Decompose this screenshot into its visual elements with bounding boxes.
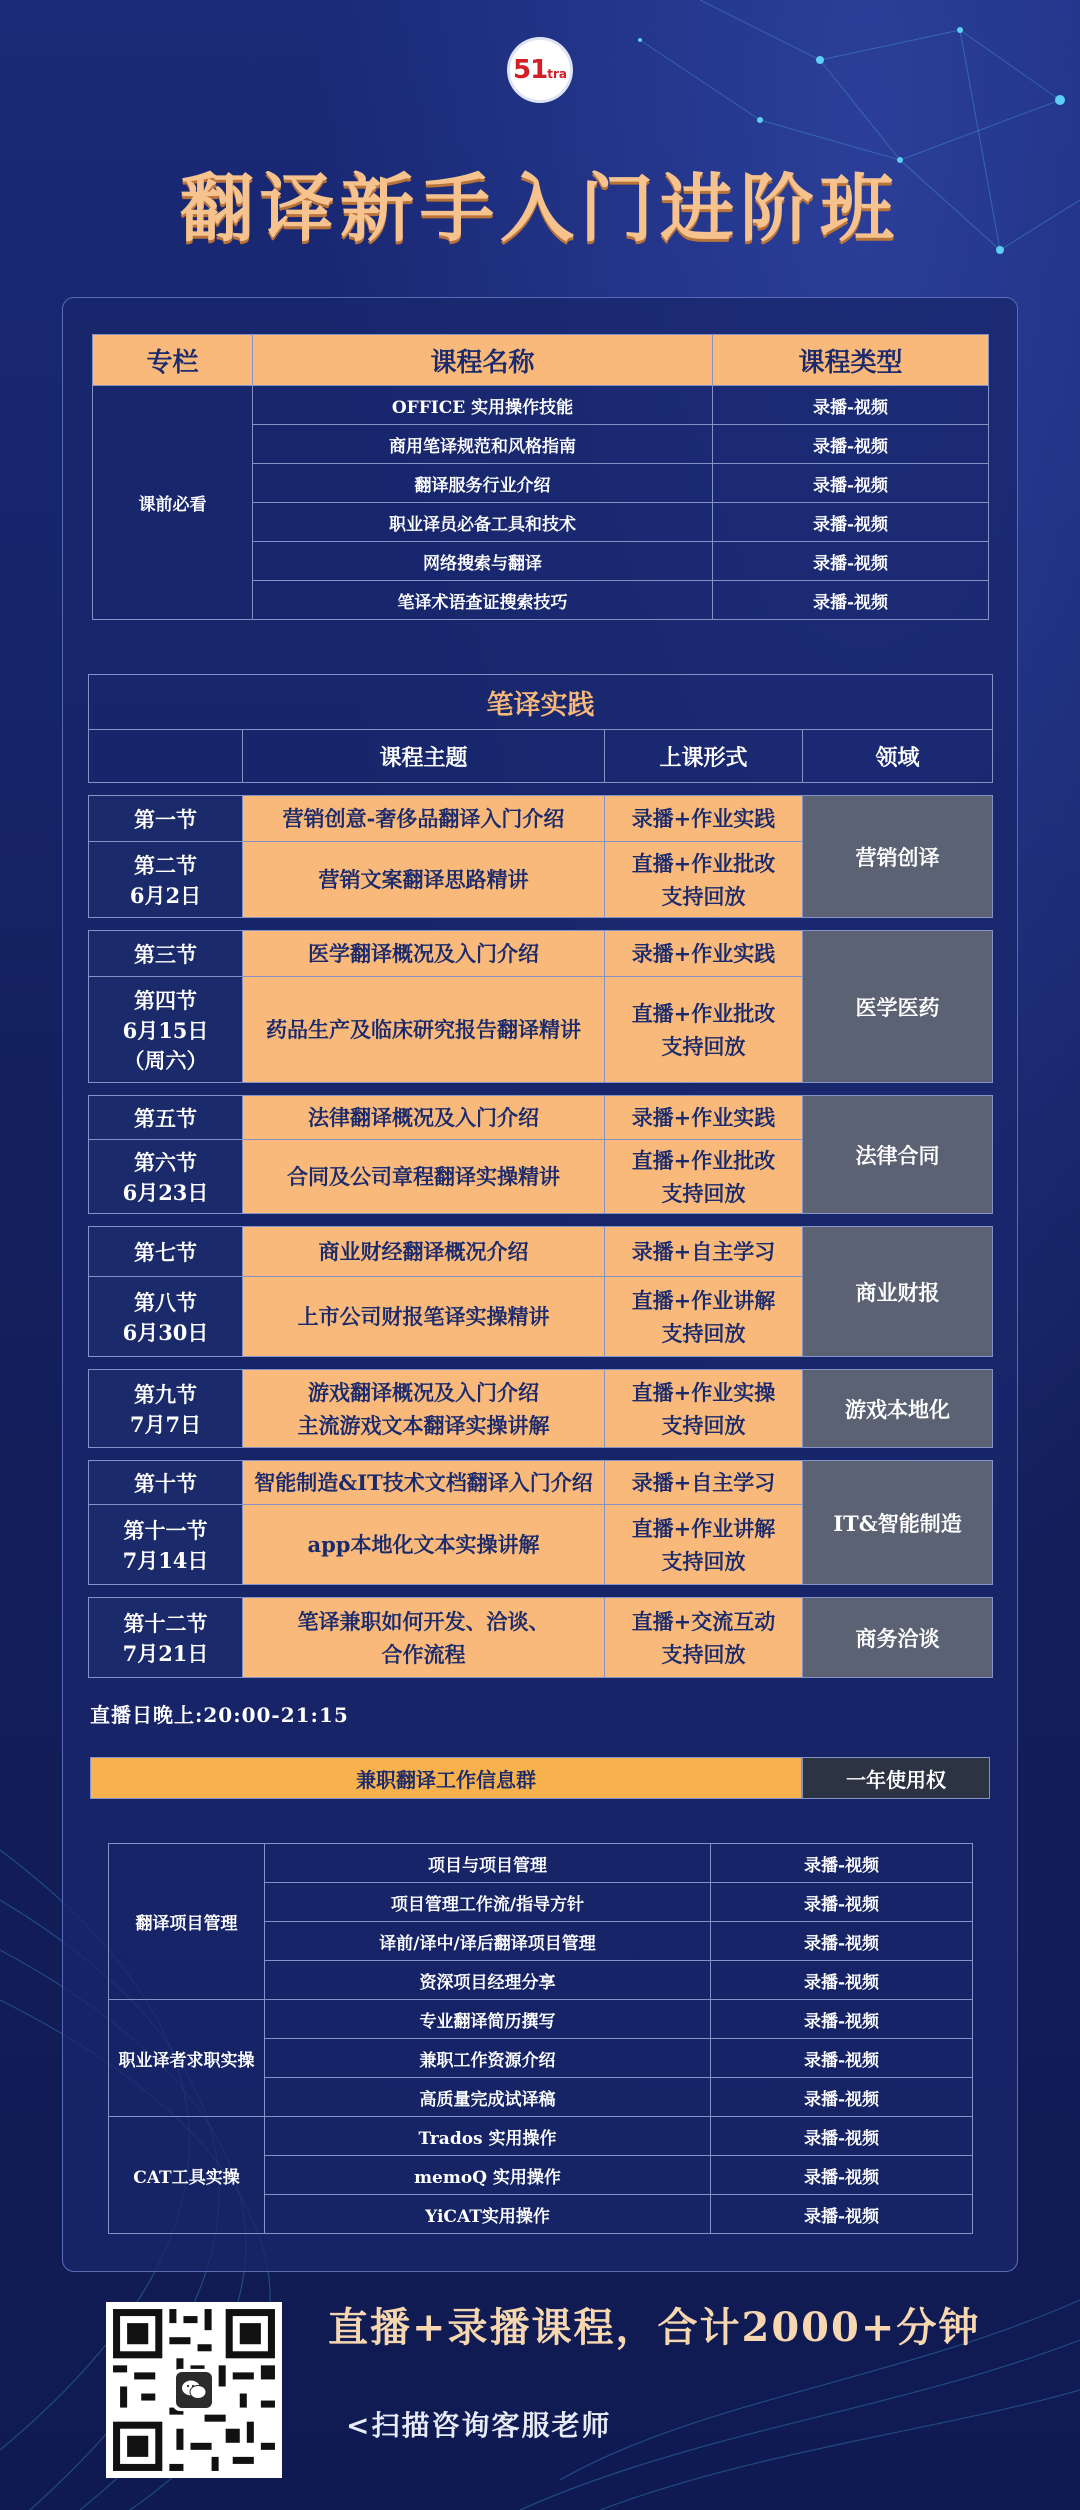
topic-cell: 药品生产及临床研究报告翻译精讲 [243, 977, 605, 1083]
session-label: 第二节 [134, 852, 197, 878]
topic-cell: 智能制造&IT技术文档翻译入门介绍 [243, 1461, 605, 1505]
session-cell [89, 1598, 243, 1678]
table-header [93, 335, 989, 386]
topic-line: 笔译兼职如何开发、洽谈、 [297, 1608, 550, 1634]
course-type: 录播-视频 [711, 1961, 973, 2000]
course-type: 录播-视频 [711, 2078, 973, 2117]
group-cell: 翻译项目管理 [109, 1844, 265, 2000]
topic-line: 合作流程 [381, 1641, 466, 1667]
domain-cell: 游戏本地化 [803, 1370, 993, 1448]
session-label: 第十一节 [123, 1517, 208, 1543]
course-type: 录播-视频 [713, 425, 989, 464]
course-name: 译前/译中/译后翻译项目管理 [265, 1922, 711, 1961]
session-date: 6月15日 [122, 1017, 209, 1043]
session-date: 6月23日 [122, 1179, 209, 1205]
format-cell [605, 1370, 803, 1448]
course-name: memoQ 实用操作 [265, 2156, 711, 2195]
format-cell [605, 1277, 803, 1357]
course-type: 录播-视频 [711, 1922, 973, 1961]
table-row [89, 1598, 993, 1678]
table-row [89, 1227, 993, 1277]
course-type: 录播-视频 [711, 2156, 973, 2195]
session-date: 7月21日 [122, 1640, 209, 1666]
course-name: 网络搜索与翻译 [253, 542, 713, 581]
course-name: 职业译员必备工具和技术 [253, 503, 713, 542]
table-row [109, 2117, 973, 2156]
table-row [89, 1461, 993, 1505]
practice-heading: 笔译实践 [89, 675, 993, 730]
session-cell [89, 1370, 243, 1448]
logo-text: tra [547, 67, 567, 81]
topic-cell: 医学翻译概况及入门介绍 [243, 931, 605, 977]
session-label: 第八节 [134, 1289, 197, 1315]
format-line: 支持回放 [661, 1180, 746, 1206]
format-line: 直播+作业讲解 [631, 1515, 776, 1541]
format-cell [605, 1505, 803, 1585]
qr-code[interactable] [106, 2302, 282, 2478]
topic-line: 游戏翻译概况及入门介绍 [308, 1379, 539, 1405]
course-name: 项目管理工作流/指导方针 [265, 1883, 711, 1922]
course-name: 项目与项目管理 [265, 1844, 711, 1883]
info-group-label: 兼职翻译工作信息群 [90, 1757, 802, 1799]
course-type: 录播-视频 [711, 1883, 973, 1922]
session-cell: 第三节 [89, 931, 243, 977]
session-label: 第六节 [134, 1149, 197, 1175]
domain-cell: 商业财报 [803, 1227, 993, 1357]
course-type: 录播-视频 [713, 542, 989, 581]
course-name: Trados 实用操作 [265, 2117, 711, 2156]
format-line: 支持回放 [661, 1641, 746, 1667]
session-weekday: （周六） [123, 1047, 208, 1073]
course-type: 录播-视频 [713, 581, 989, 620]
format-line: 支持回放 [661, 1412, 746, 1438]
session-date: 7月7日 [129, 1411, 202, 1437]
topic-cell: 法律翻译概况及入门介绍 [243, 1096, 605, 1140]
course-name: 兼职工作资源介绍 [265, 2039, 711, 2078]
domain-cell: IT&智能制造 [803, 1461, 993, 1585]
course-type: 录播-视频 [711, 2195, 973, 2234]
format-cell [605, 977, 803, 1083]
topic-cell: 商业财经翻译概况介绍 [243, 1227, 605, 1277]
practice-table [88, 674, 993, 1678]
column-header: 专栏 [93, 335, 253, 386]
course-type: 录播-视频 [713, 464, 989, 503]
session-date: 7月14日 [122, 1547, 209, 1573]
table-row [89, 796, 993, 842]
promo-text: 直播+录播课程，合计2000+分钟 [328, 2304, 981, 2351]
topic-cell: app本地化文本实操讲解 [243, 1505, 605, 1585]
format-line: 直播+作业实操 [631, 1379, 776, 1405]
course-name: 专业翻译简历撰写 [265, 2000, 711, 2039]
session-cell [89, 1505, 243, 1585]
session-cell [89, 1140, 243, 1214]
course-name: 笔译术语查证搜索技巧 [253, 581, 713, 620]
domain-cell: 医学医药 [803, 931, 993, 1083]
session-cell [89, 842, 243, 918]
format-line: 支持回放 [661, 1320, 746, 1346]
topic-cell: 营销文案翻译思路精讲 [243, 842, 605, 918]
table-row [93, 386, 989, 425]
topic-cell: 合同及公司章程翻译实操精讲 [243, 1140, 605, 1214]
course-name: 商用笔译规范和风格指南 [253, 425, 713, 464]
format-cell: 录播+作业实践 [605, 796, 803, 842]
topic-line: 主流游戏文本翻译实操讲解 [297, 1412, 550, 1438]
session-cell [89, 977, 243, 1083]
session-label: 第九节 [134, 1381, 197, 1407]
course-type: 录播-视频 [711, 2039, 973, 2078]
prerequisite-table [92, 334, 989, 620]
topic-cell: 营销创意-奢侈品翻译入门介绍 [243, 796, 605, 842]
course-name: 资深项目经理分享 [265, 1961, 711, 2000]
brand-logo [510, 40, 570, 100]
info-group-bar [90, 1757, 990, 1799]
course-name: OFFICE 实用操作技能 [253, 386, 713, 425]
topic-cell: 上市公司财报笔译实操精讲 [243, 1277, 605, 1357]
live-time-note: 直播日晚上:20:00-21:15 [90, 1703, 349, 1727]
group-cell: CAT工具实操 [109, 2117, 265, 2234]
format-line: 直播+交流互动 [631, 1608, 776, 1634]
session-cell [89, 1277, 243, 1357]
section-cell: 课前必看 [93, 386, 253, 620]
course-type: 录播-视频 [711, 1844, 973, 1883]
course-name: 翻译服务行业介绍 [253, 464, 713, 503]
format-line: 直播+作业批改 [631, 1147, 776, 1173]
column-header: 上课形式 [605, 730, 803, 783]
course-name: YiCAT实用操作 [265, 2195, 711, 2234]
format-line: 直播+作业批改 [631, 1000, 776, 1026]
domain-cell: 营销创译 [803, 796, 993, 918]
session-date: 6月2日 [129, 882, 202, 908]
session-label: 第四节 [134, 987, 197, 1013]
domain-cell: 法律合同 [803, 1096, 993, 1214]
logo-number: 51 [513, 55, 548, 85]
scan-hint: <扫描咨询客服老师 [346, 2409, 612, 2442]
format-line: 直播+作业批改 [631, 850, 776, 876]
column-header [89, 730, 243, 783]
format-line: 支持回放 [661, 1548, 746, 1574]
column-header: 课程名称 [253, 335, 713, 386]
course-type: 录播-视频 [711, 2000, 973, 2039]
format-line: 支持回放 [661, 883, 746, 909]
topic-cell [243, 1598, 605, 1678]
format-line: 支持回放 [661, 1033, 746, 1059]
course-name: 高质量完成试译稿 [265, 2078, 711, 2117]
course-type: 录播-视频 [713, 503, 989, 542]
format-cell: 录播+作业实践 [605, 931, 803, 977]
session-cell: 第一节 [89, 796, 243, 842]
session-label: 第十二节 [123, 1610, 208, 1636]
format-cell: 录播+作业实践 [605, 1096, 803, 1140]
column-header: 领域 [803, 730, 993, 783]
course-type: 录播-视频 [713, 386, 989, 425]
format-cell [605, 842, 803, 918]
session-date: 6月30日 [122, 1319, 209, 1345]
domain-cell: 商务洽谈 [803, 1598, 993, 1678]
table-row [109, 1844, 973, 1883]
format-cell: 录播+自主学习 [605, 1461, 803, 1505]
topic-cell [243, 1370, 605, 1448]
table-row [89, 931, 993, 977]
page-title: 翻译新手入门进阶班 [180, 166, 900, 252]
wechat-icon [176, 2372, 212, 2408]
format-cell [605, 1598, 803, 1678]
column-header: 课程主题 [243, 730, 605, 783]
column-header: 课程类型 [713, 335, 989, 386]
group-cell: 职业译者求职实操 [109, 2000, 265, 2117]
session-cell: 第七节 [89, 1227, 243, 1277]
format-line: 直播+作业讲解 [631, 1287, 776, 1313]
table-row [109, 2000, 973, 2039]
career-table [108, 1843, 973, 2234]
table-row [89, 1370, 993, 1448]
table-row [89, 1096, 993, 1140]
session-cell: 第五节 [89, 1096, 243, 1140]
format-cell: 录播+自主学习 [605, 1227, 803, 1277]
session-cell: 第十节 [89, 1461, 243, 1505]
usage-period-label: 一年使用权 [802, 1757, 990, 1799]
format-cell [605, 1140, 803, 1214]
course-type: 录播-视频 [711, 2117, 973, 2156]
